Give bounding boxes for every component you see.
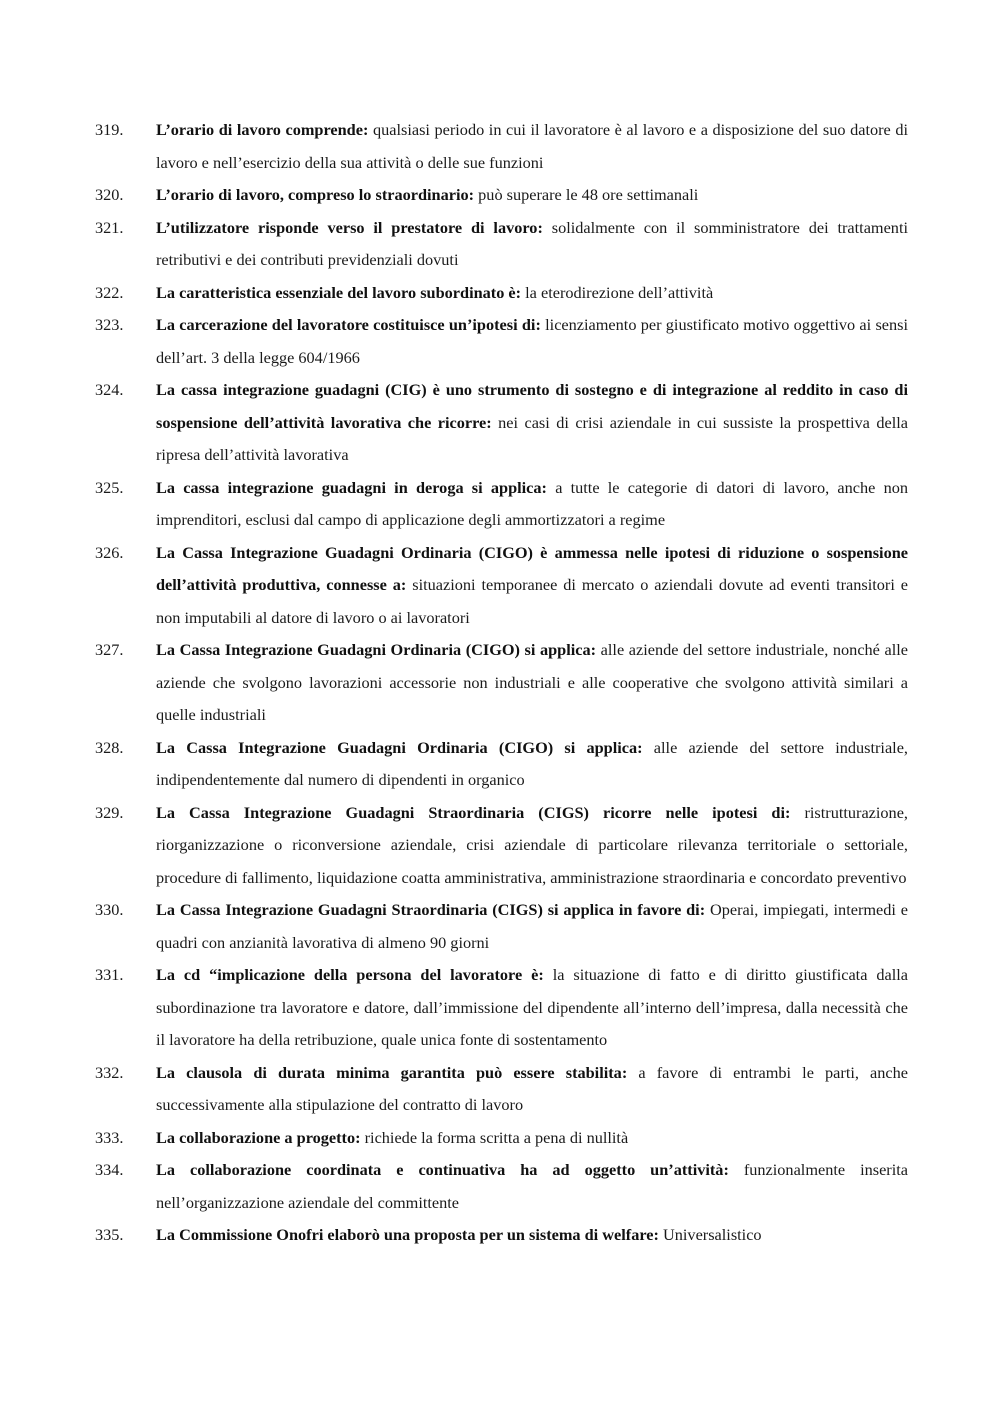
answer-text: funzionalmente inserita nell’organizzazione aziendale del committente (156, 1160, 908, 1212)
question-text: La cassa integrazione guadagni in deroga si applica: (156, 477, 547, 497)
item-text (156, 277, 908, 310)
item-number: 326. (95, 542, 124, 562)
question-text: La collaborazione a progetto: (156, 1127, 361, 1147)
qa-item-322 (95, 277, 908, 310)
qa-item-323 (95, 309, 908, 374)
question-text: L’orario di lavoro comprende: (156, 120, 369, 139)
answer-text: licenziamento per giustificato motivo oggettivo ai sensi dell’art. 3 della legge 604/1966 (156, 315, 909, 367)
item-text (156, 797, 908, 895)
answer-text: qualsiasi periodo in cui il lavoratore è al lavoro e a disposizione del suo datore di lavoro e nell’esercizio della sua attività o delle sue funzioni (156, 120, 908, 172)
answer-text: alle aziende del settore industriale, indipendentemente dal numero di dipendenti in organico (156, 737, 908, 789)
question-text: La carcerazione del lavoratore costituisce un’ipotesi di: (156, 315, 541, 334)
item-text (156, 1122, 908, 1155)
answer-text: a favore di entrambi le parti, anche successivamente alla stipulazione del contratto di lavoro (156, 1062, 909, 1114)
qa-item-327 (95, 634, 908, 732)
item-number: 322. (95, 282, 124, 302)
answer-text: la situazione di fatto e di diritto giustificata dalla subordinazione tra lavoratore e datore, dall’immissione del dipendente all’interno dell’impresa, dalla necessità che il lavoratore ha della retribuzione, quale unica fonte di sostentamento (156, 965, 908, 1049)
question-text: La Commissione Onofri elaborò una proposta per un sistema di welfare: (156, 1225, 659, 1244)
question-text: L’orario di lavoro, compreso lo straordinario: (156, 185, 475, 204)
answer-text: Operai, impiegati, intermedi e quadri con anzianità lavorativa di almeno 90 giorni (156, 900, 908, 952)
item-number: 325. (95, 477, 124, 497)
qa-item-333 (95, 1122, 908, 1155)
item-number: 328. (95, 737, 124, 757)
qa-item-335 (95, 1219, 908, 1252)
answer-text: può superare le 48 ore settimanali (478, 185, 699, 204)
item-number: 323. (95, 315, 124, 334)
item-text (156, 1154, 908, 1219)
answer-text: a tutte le categorie di datori di lavoro, anche non imprenditori, esclusi dal campo di applicazione degli ammortizzatori a regime (156, 477, 908, 529)
item-number: 332. (95, 1062, 124, 1082)
item-text (156, 309, 908, 374)
item-number: 335. (95, 1225, 124, 1244)
item-text (156, 537, 908, 635)
item-number: 319. (95, 120, 124, 139)
qa-item-330 (95, 894, 908, 959)
qa-item-331 (95, 959, 908, 1057)
qa-item-332 (95, 1057, 908, 1122)
item-number: 334. (95, 1160, 124, 1179)
qa-item-319 (95, 114, 908, 179)
question-text: La clausola di durata minima garantita può essere stabilita: (156, 1062, 628, 1082)
item-number: 324. (95, 380, 124, 399)
answer-text: alle aziende del settore industriale, nonché alle aziende che svolgono lavorazioni accessorie non industriali e alle cooperative che svolgono attività similari a quelle industriali (156, 640, 908, 724)
item-text (156, 114, 908, 179)
question-text: La Cassa Integrazione Guadagni Ordinaria (CIGO) si applica: (156, 640, 597, 659)
question-text: La Cassa Integrazione Guadagni Straordinaria (CIGS) ricorre nelle ipotesi di: (156, 802, 791, 822)
qa-item-326 (95, 537, 908, 635)
qa-item-328 (95, 732, 908, 797)
question-text: La Cassa Integrazione Guadagni Straordinaria (CIGS) si applica in favore di: (156, 900, 706, 919)
item-text (156, 1057, 908, 1122)
question-text: La collaborazione coordinata e continuativa ha ad oggetto un’attività: (156, 1160, 729, 1179)
item-text (156, 1219, 908, 1252)
answer-text: solidalmente con il somministratore dei trattamenti retributivi e dei contributi previdenziali dovuti (156, 217, 908, 269)
question-text: La cd “implicazione della persona del lavoratore è: (156, 965, 544, 984)
item-text (156, 374, 908, 472)
item-number: 329. (95, 802, 124, 822)
answer-text: ristrutturazione, riorganizzazione o riconversione aziendale, crisi aziendale di particolare rilevanza territoriale o settoriale, procedure di fallimento, liquidazione coatta amministrativa, amministrazione straordinaria e concordato preventivo (156, 802, 908, 887)
item-text (156, 959, 908, 1057)
question-text: La Cassa Integrazione Guadagni Ordinaria (CIGO) si applica: (156, 737, 643, 757)
qa-item-321 (95, 212, 908, 277)
item-number: 321. (95, 217, 124, 237)
item-text (156, 732, 908, 797)
item-number: 320. (95, 185, 124, 204)
item-text (156, 472, 908, 537)
item-number: 330. (95, 900, 124, 919)
item-text (156, 894, 908, 959)
qa-item-334 (95, 1154, 908, 1219)
item-number: 331. (95, 965, 124, 984)
item-number: 333. (95, 1127, 124, 1147)
qa-list (95, 114, 908, 1252)
answer-text: nei casi di crisi aziendale in cui sussiste la prospettiva della ripresa dell’attività lavorativa (156, 412, 908, 464)
item-text (156, 634, 908, 732)
item-text (156, 212, 908, 277)
qa-item-320 (95, 179, 908, 212)
answer-text: Universalistico (663, 1225, 762, 1244)
answer-text: richiede la forma scritta a pena di nullità (364, 1127, 629, 1147)
qa-item-324 (95, 374, 908, 472)
qa-item-329 (95, 797, 908, 895)
question-text: La caratteristica essenziale del lavoro subordinato è: (156, 282, 522, 302)
item-text (156, 179, 908, 212)
question-text: L’utilizzatore risponde verso il prestatore di lavoro: (156, 217, 543, 237)
answer-text: la eterodirezione dell’attività (525, 282, 714, 302)
question-text: La cassa integrazione guadagni (CIG) è uno strumento di sostegno e di integrazione al reddito in caso di sospensione dell’attività lavorativa che ricorre: (156, 380, 908, 432)
item-number: 327. (95, 640, 124, 659)
question-text: La Cassa Integrazione Guadagni Ordinaria (CIGO) è ammessa nelle ipotesi di riduzione o sospensione dell’attività produttiva, connesse a: (156, 542, 908, 594)
qa-item-325 (95, 472, 908, 537)
answer-text: situazioni temporanee di mercato o aziendali dovute ad eventi transitori e non imputabili al datore di lavoro o ai lavoratori (156, 575, 908, 627)
